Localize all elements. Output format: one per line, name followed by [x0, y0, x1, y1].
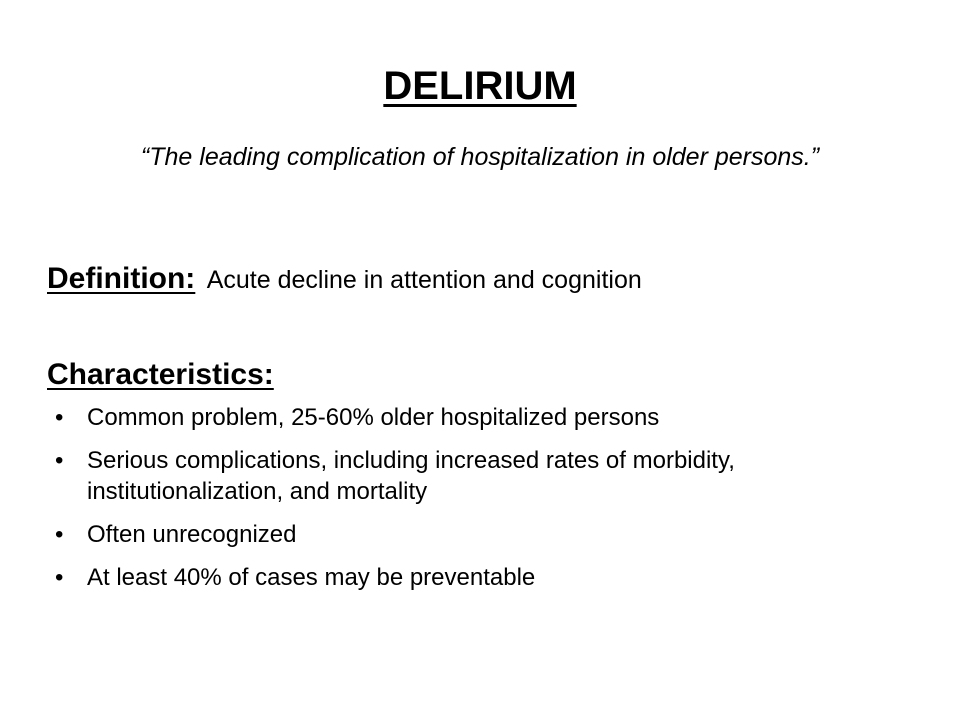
bullet-text: Common problem, 25-60% older hospitalized persons — [87, 404, 660, 431]
slide-title: DELIRIUM — [383, 64, 577, 108]
bullet-item — [47, 519, 927, 550]
definition-text — [200, 266, 642, 294]
slide-quote: “The leading complication of hospitalization in older persons.” — [140, 143, 820, 171]
definition-line — [47, 262, 927, 296]
bullet-icon: • — [55, 521, 64, 548]
bullet-text: Often unrecognized — [87, 521, 297, 548]
bullet-icon: • — [55, 404, 64, 431]
characteristics-label: Characteristics: — [47, 358, 274, 391]
definition-value: Acute decline in attention and cognition — [206, 266, 642, 294]
bullet-item — [47, 445, 927, 507]
characteristics-list — [47, 402, 927, 605]
bullet-item — [47, 402, 927, 433]
bullet-item — [47, 562, 927, 593]
bullet-text: At least 40% of cases may be preventable — [87, 564, 536, 591]
bullet-text: Serious complications, including increased rates of morbidity, institutionalization, and mortality — [87, 447, 735, 505]
bullet-icon: • — [55, 447, 64, 474]
definition-label: Definition: — [47, 262, 196, 295]
bullet-icon: • — [55, 564, 64, 591]
